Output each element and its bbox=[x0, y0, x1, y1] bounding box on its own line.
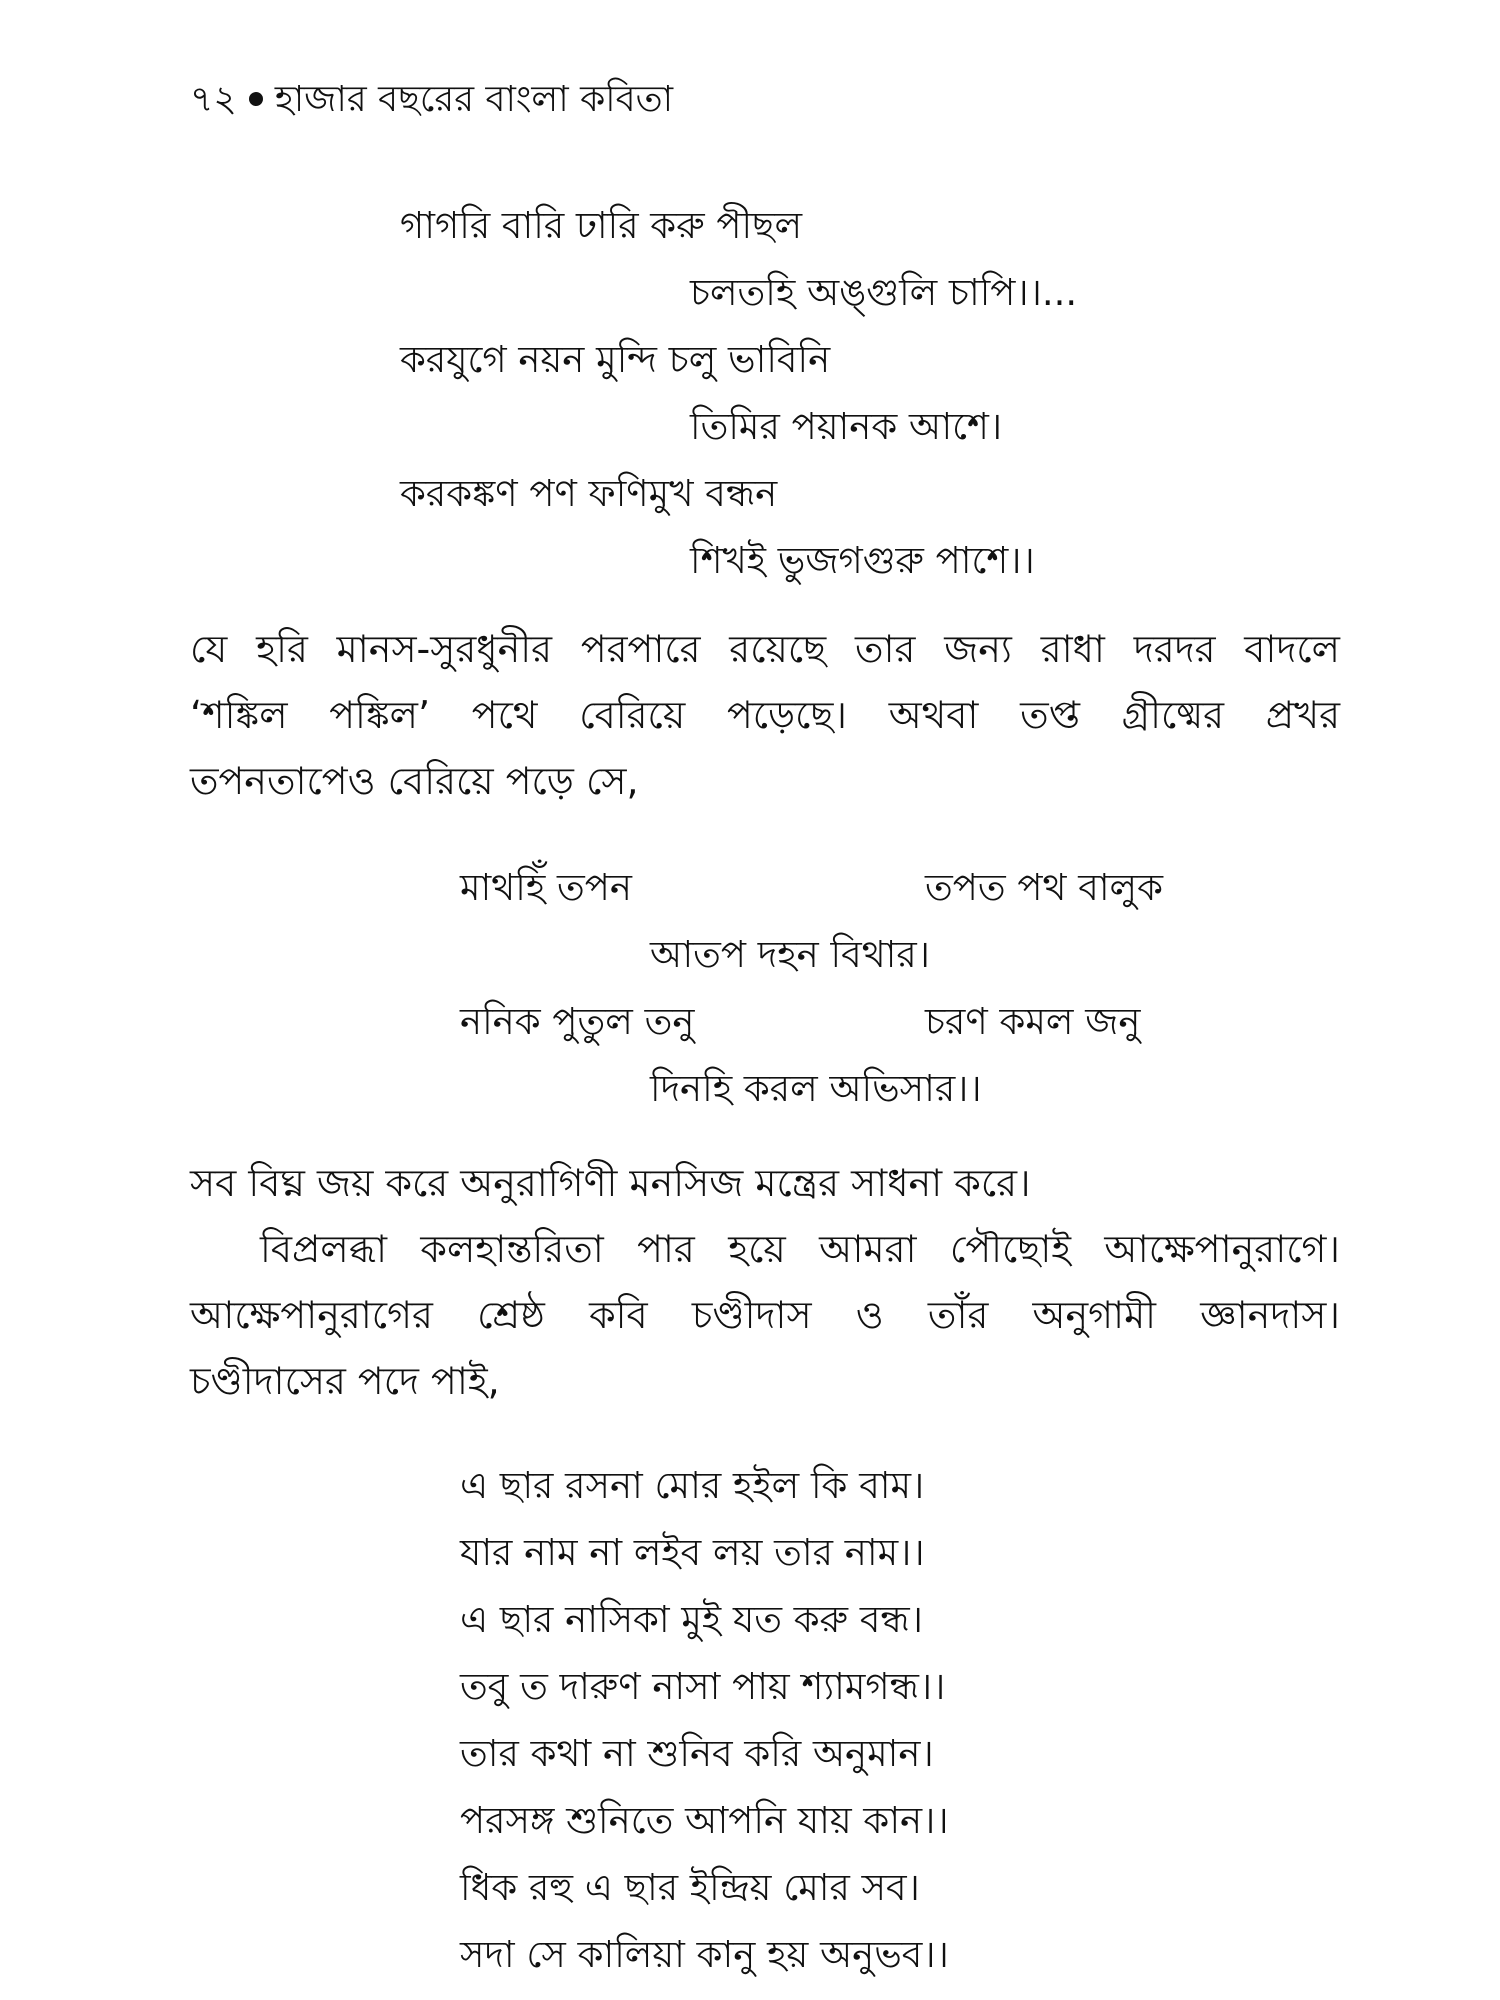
verse-line: ধিক রহু এ ছার ইন্দ্রিয় মোর সব। bbox=[460, 1866, 920, 1909]
prose-line: বিপ্রলব্ধা কলহান্তরিতা পার হয়ে আমরা পৌছোই আক্ষেপানুরাগে। bbox=[260, 1227, 1340, 1271]
verse-line: তবু ত দারুণ নাসা পায় শ্যামগন্ধ।। bbox=[460, 1665, 946, 1708]
verse-line: গাগরি বারি ঢারি করু পীছল bbox=[400, 204, 803, 247]
verse-line: চলতহি অঙ্গুলি চাপি।।... bbox=[690, 271, 1078, 314]
page-number: ৭২ bbox=[190, 79, 237, 120]
bullet-dot-icon bbox=[249, 92, 263, 106]
verse-line: পরসঙ্গ শুনিতে আপনি যায় কান।। bbox=[460, 1799, 949, 1842]
verse-line: করকঙ্কণ পণ ফণিমুখ বন্ধন bbox=[400, 472, 778, 515]
verse-line: তার কথা না শুনিব করি অনুমান। bbox=[460, 1732, 934, 1775]
prose-line: তপনতাপেও বেরিয়ে পড়ে সে, bbox=[190, 759, 639, 803]
prose-line: চণ্ডীদাসের পদে পাই, bbox=[190, 1359, 500, 1403]
verse-line: ননিক পুতুল তনু bbox=[460, 1000, 695, 1043]
prose-paragraph-2 bbox=[190, 1150, 1340, 1414]
prose-line: যে হরি মানস-সুরধুনীর পরপারে রয়েছে তার জন্য রাধা দরদর বাদলে bbox=[190, 627, 1340, 671]
page-header bbox=[190, 75, 673, 125]
verse-line: দিনহি করল অভিসার।। bbox=[650, 1067, 982, 1110]
book-title: হাজার বছরের বাংলা কবিতা bbox=[274, 79, 674, 120]
verse-line: যার নাম না লইব লয় তার নাম।। bbox=[460, 1531, 925, 1574]
prose-line: ‘শঙ্কিল পঙ্কিল’ পথে বেরিয়ে পড়েছে। অথবা তপ্ত গ্রীষ্মের প্রখর bbox=[190, 693, 1340, 737]
verse-line: তিমির পয়ানক আশে। bbox=[690, 405, 1003, 448]
verse-line: চরণ কমল জনু bbox=[925, 1000, 1141, 1043]
prose-paragraph-1 bbox=[190, 616, 1340, 814]
prose-line: আক্ষেপানুরাগের শ্রেষ্ঠ কবি চণ্ডীদাস ও তাঁর অনুগামী জ্ঞানদাস। bbox=[190, 1293, 1340, 1337]
verse-line: এ ছার রসনা মোর হইল কি বাম। bbox=[460, 1464, 925, 1507]
verse-line: আতপ দহন বিথার। bbox=[650, 933, 930, 976]
prose-line: সব বিঘ্ন জয় করে অনুরাগিণী মনসিজ মন্ত্রের সাধনা করে। bbox=[190, 1161, 1031, 1205]
verse-line: সদা সে কালিয়া কানু হয় অনুভব।। bbox=[460, 1933, 949, 1976]
verse-line: মাথহিঁ তপন bbox=[460, 866, 632, 909]
verse-line: করযুগে নয়ন মুন্দি চলু ভাবিনি bbox=[400, 338, 831, 381]
verse-line: এ ছার নাসিকা মুই যত করু বন্ধ। bbox=[460, 1598, 923, 1641]
verse-line: তপত পথ বালুক bbox=[925, 866, 1164, 909]
verse-line: শিখই ভুজগগুরু পাশে।। bbox=[690, 539, 1035, 582]
